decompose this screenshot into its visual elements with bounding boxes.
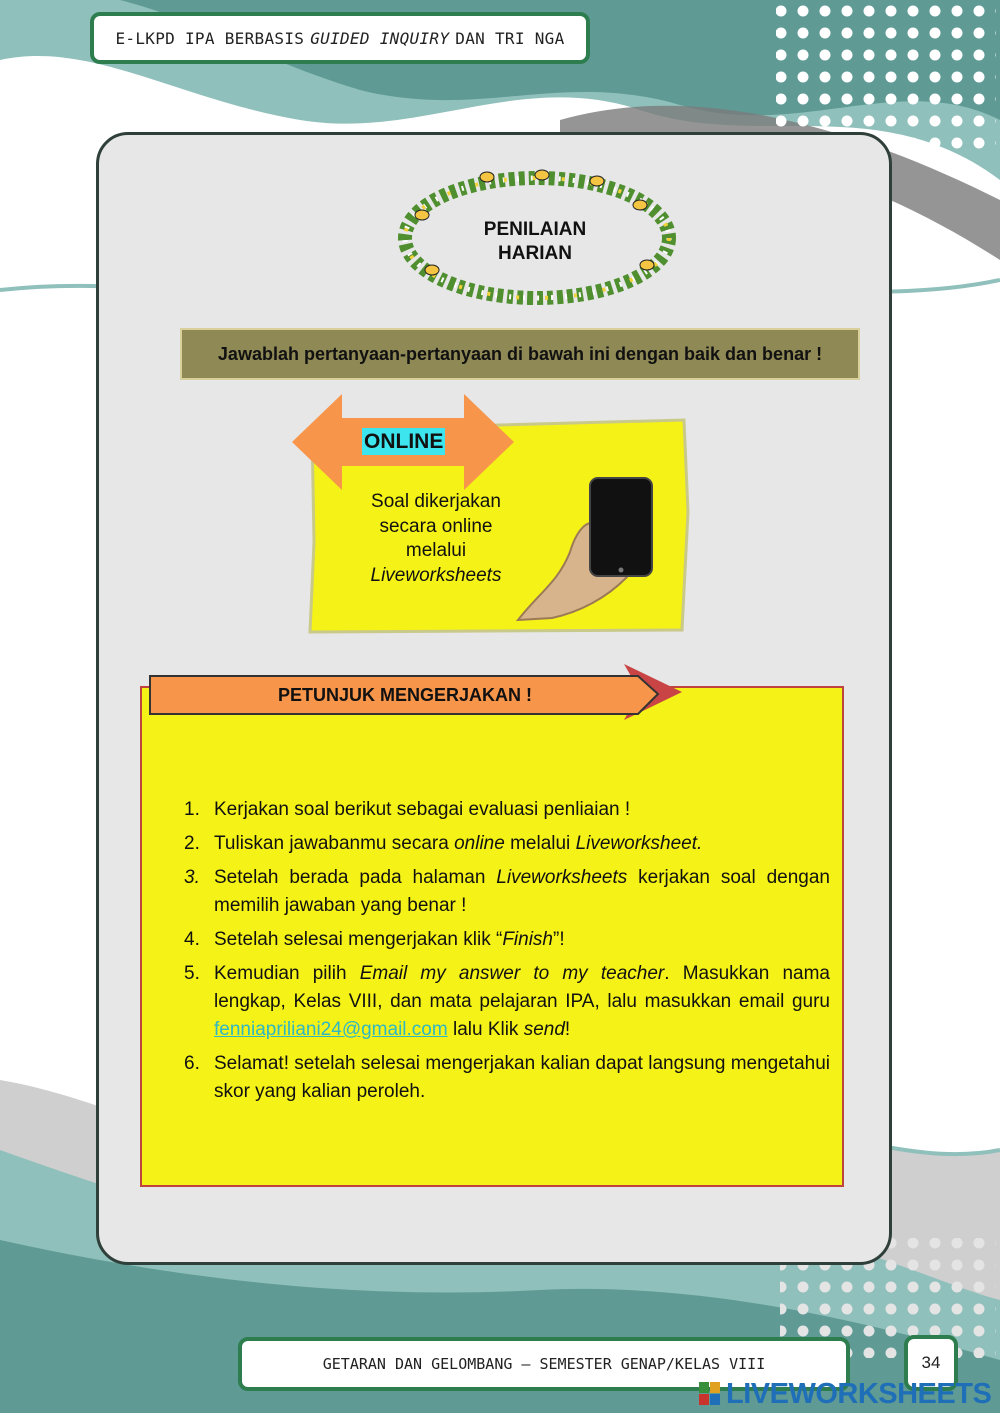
footer-text: GETARAN DAN GELOMBANG – SEMESTER GENAP/KELAS VIII — [322, 1355, 766, 1373]
header-prefix: E-LKPD IPA BERBASIS — [115, 28, 305, 48]
assessment-title — [450, 218, 620, 266]
page-number: 34 — [904, 1335, 958, 1391]
list-item: 4. Setelah selesai mengerjakan klik “Finish”! — [184, 929, 565, 950]
online-description — [352, 490, 520, 588]
instructions-title: PETUNJUK MENGERJAKAN ! — [277, 684, 533, 705]
list-item: 3. Setelah berada pada halaman Liveworksheets kerjakan soal dengan memilih jawaban yang benar ! — [184, 867, 830, 916]
list-item: 1. Kerjakan soal berikut sebagai evaluasi penliaian ! — [184, 799, 631, 820]
online-line3: melalui — [405, 540, 467, 561]
assessment-title-line1: PENILAIAN — [483, 219, 587, 240]
liveworksheets-watermark[interactable]: LIVEWORKSHEETS — [726, 1378, 992, 1410]
teacher-email-link[interactable]: fenniapriliani24@gmail.com — [214, 1019, 448, 1040]
instruction-text: Jawablah pertanyaan-pertanyaan di bawah ini dengan baik dan benar ! — [217, 343, 823, 364]
instructions-list — [176, 796, 830, 1112]
instruction-banner — [180, 328, 860, 380]
online-line1: Soal dikerjakan — [371, 491, 501, 512]
online-line4: Liveworksheets — [370, 564, 502, 586]
list-item: 2. Tuliskan jawabanmu secara online melalui Liveworksheet. — [184, 833, 703, 854]
list-item: 5. Kemudian pilih Email my answer to my teacher. Masukkan nama lengkap, Kelas VIII, dan mata pelajaran IPA, lalu masukkan email guru fenniapriliani24@gmail.com lalu Klik send! — [184, 963, 830, 1040]
header-suffix: DAN TRI NGA — [455, 28, 565, 48]
online-line2: secara online — [379, 515, 493, 537]
assessment-title-line2: HARIAN — [498, 243, 572, 264]
list-item: 6. Selamat! setelah selesai mengerjakan kalian dapat langsung mengetahui skor yang kalian peroleh. — [184, 1053, 830, 1102]
online-label: ONLINE — [364, 430, 444, 453]
header-title-box — [90, 12, 590, 64]
header-italic: GUIDED INQUIRY — [310, 28, 450, 48]
